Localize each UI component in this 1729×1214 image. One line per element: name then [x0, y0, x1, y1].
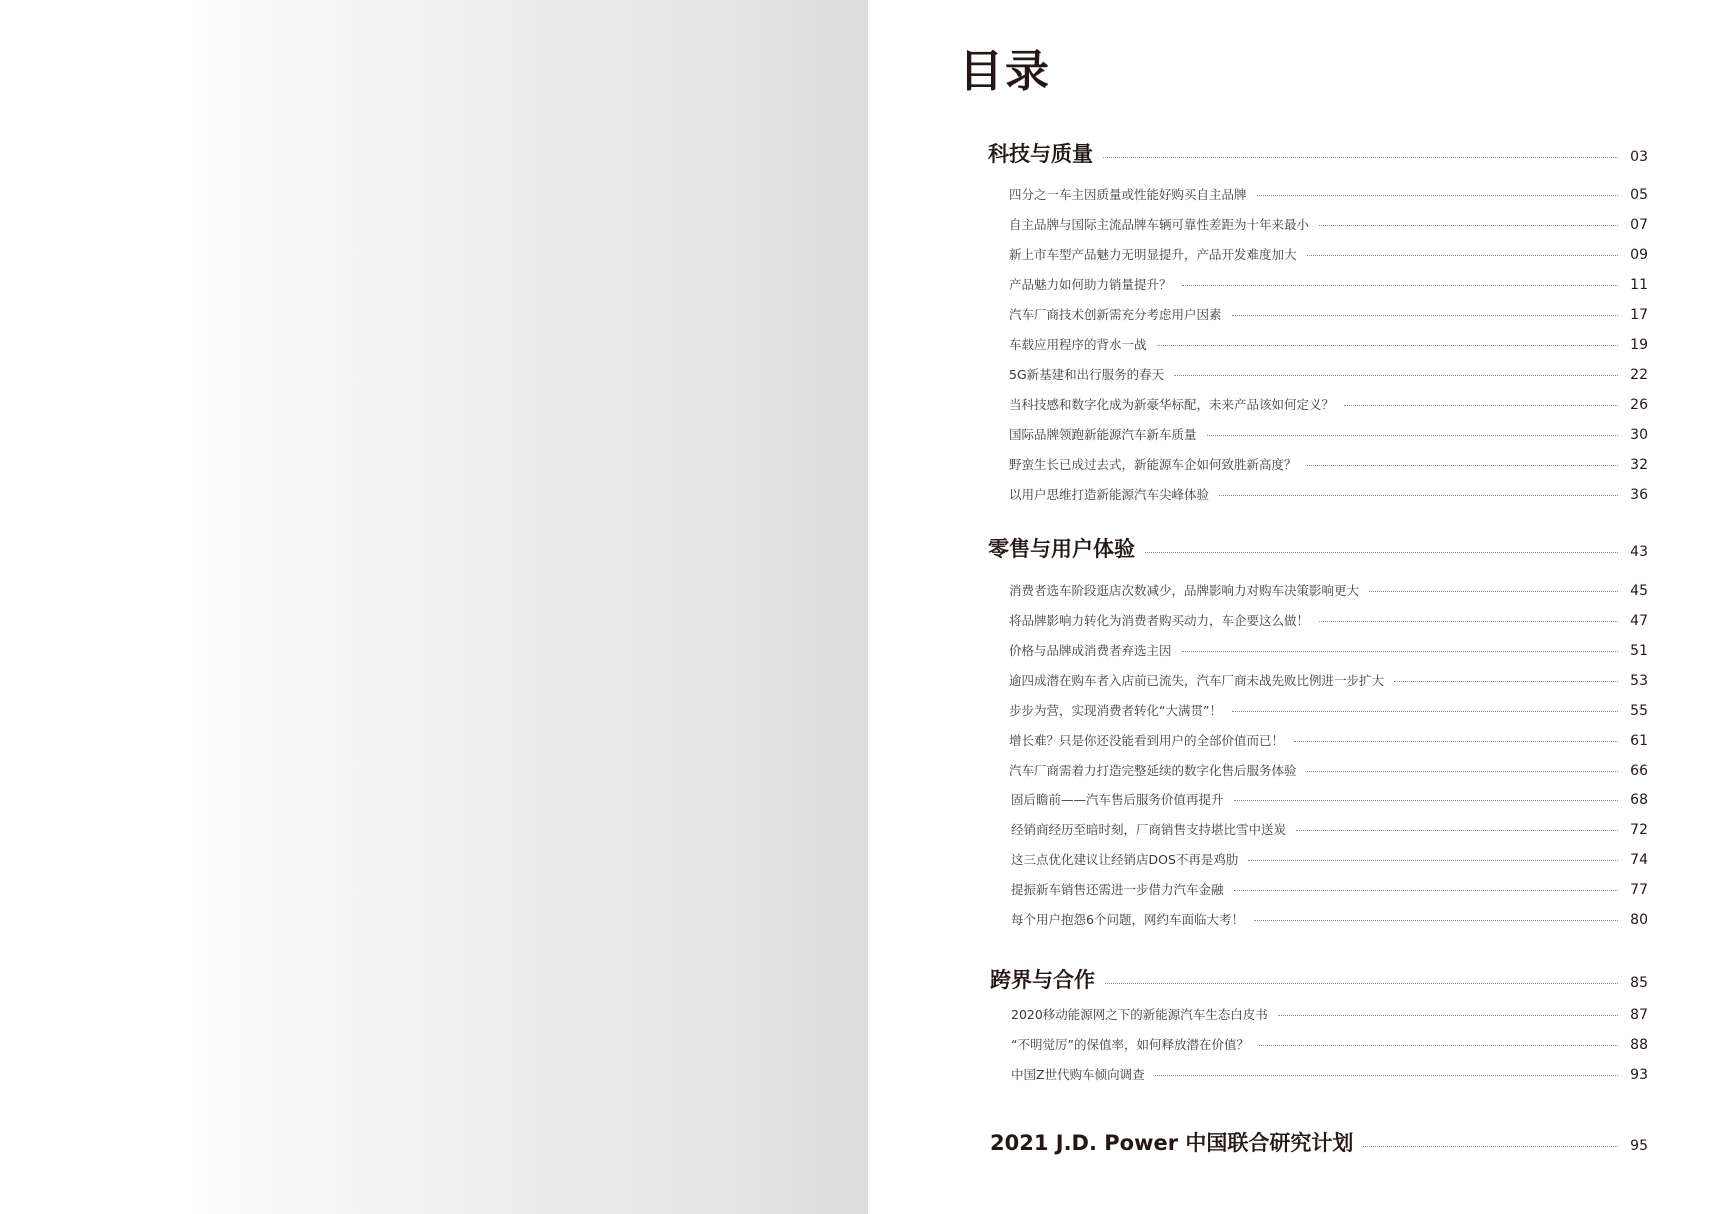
toc-item-title: 消费者选车阶段逛店次数减少，品牌影响力对购车决策影响更大 [1009, 583, 1360, 598]
toc-leader-dots [1254, 920, 1618, 921]
toc-item-title: 四分之一车主因质量或性能好购买自主品牌 [1009, 187, 1247, 202]
toc-item[interactable] [1009, 275, 1648, 293]
toc-page-number: 22 [1630, 367, 1648, 383]
toc-section-retail-experience[interactable] [988, 533, 1648, 563]
toc-item-title: 当科技感和数字化成为新豪华标配，未来产品该如何定义？ [1009, 397, 1335, 412]
toc-section-jd-power-research[interactable] [990, 1127, 1648, 1157]
toc-page-number: 19 [1630, 337, 1648, 353]
toc-page-number: 53 [1630, 673, 1648, 689]
toc-page-number: 61 [1630, 733, 1648, 749]
toc-leader-dots [1182, 651, 1618, 652]
toc-leader-dots [1278, 1015, 1618, 1016]
toc-section-crossover-cooperation[interactable] [990, 964, 1648, 994]
toc-leader-dots [1234, 890, 1618, 891]
toc-item-title: 将品牌影响力转化为消费者购买动力，车企要这么做！ [1009, 613, 1310, 628]
toc-item[interactable] [1011, 1065, 1648, 1083]
toc-page-number: 51 [1630, 643, 1648, 659]
toc-leader-dots [1319, 225, 1618, 226]
toc-item-title: 新上市车型产品魅力无明显提升，产品开发难度加大 [1009, 247, 1297, 262]
toc-item-title: 以用户思维打造新能源汽车尖峰体验 [1009, 487, 1210, 502]
toc-section-title: 科技与质量 [988, 142, 1093, 166]
toc-item-title: 中国Z世代购车倾向调查 [1011, 1067, 1145, 1082]
toc-item[interactable] [1011, 1005, 1648, 1023]
toc-item[interactable] [1009, 215, 1648, 233]
toc-leader-dots [1232, 315, 1618, 316]
toc-item-title: 自主品牌与国际主流品牌车辆可靠性差距为十年来最小 [1009, 217, 1310, 232]
toc-leader-dots [1369, 591, 1618, 592]
toc-leader-dots [1174, 375, 1618, 376]
toc-item-title: 这三点优化建议让经销店DOS不再是鸡肋 [1011, 852, 1239, 867]
toc-page-number: 17 [1630, 307, 1648, 323]
toc-page-number: 11 [1630, 277, 1648, 293]
toc-item[interactable] [1009, 335, 1648, 353]
toc-item-title: 5G新基建和出行服务的春天 [1009, 367, 1165, 382]
toc-section-title: 零售与用户体验 [988, 537, 1135, 561]
toc-leader-dots [1296, 830, 1618, 831]
toc-item[interactable] [1009, 185, 1648, 203]
toc-leader-dots [1145, 552, 1618, 553]
toc-item-title: 2020移动能源网之下的新能源汽车生态白皮书 [1011, 1007, 1268, 1022]
toc-item[interactable] [1009, 761, 1648, 779]
toc-item[interactable] [1009, 581, 1648, 599]
toc-leader-dots [1294, 741, 1618, 742]
toc-page-number: 47 [1630, 613, 1648, 629]
toc-page-number: 03 [1630, 149, 1648, 165]
toc-leader-dots [1232, 711, 1618, 712]
toc-page-number: 72 [1630, 822, 1648, 838]
toc-item-title: 野蛮生长已成过去式，新能源车企如何致胜新高度？ [1009, 457, 1297, 472]
toc-page-number: 26 [1630, 397, 1648, 413]
toc-item[interactable] [1009, 455, 1648, 473]
toc-leader-dots [1105, 983, 1618, 984]
toc-page-number: 77 [1630, 882, 1648, 898]
toc-leader-dots [1155, 1075, 1618, 1076]
toc-page-number: 36 [1630, 487, 1648, 503]
toc-leader-dots [1307, 465, 1618, 466]
toc-page-number: 05 [1630, 187, 1648, 203]
toc-page-number: 07 [1630, 217, 1648, 233]
toc-item-title: 步步为营，实现消费者转化“大满贯”！ [1009, 703, 1222, 718]
right-page [868, 0, 1729, 1214]
toc-item[interactable] [1009, 245, 1648, 263]
toc-page-number: 09 [1630, 247, 1648, 263]
toc-item[interactable] [1009, 425, 1648, 443]
toc-page-number: 55 [1630, 703, 1648, 719]
toc-item[interactable] [1009, 305, 1648, 323]
toc-item[interactable] [1009, 611, 1648, 629]
toc-leader-dots [1219, 495, 1618, 496]
toc-page-number: 80 [1630, 912, 1648, 928]
page-title: 目录 [959, 46, 1051, 97]
toc-page-number: 87 [1630, 1007, 1648, 1023]
toc-item-title: 固后瞻前——汽车售后服务价值再提升 [1011, 792, 1224, 807]
toc-leader-dots [1363, 1146, 1618, 1147]
toc-page-number: 43 [1630, 544, 1648, 560]
toc-item[interactable] [1009, 395, 1648, 413]
toc-leader-dots [1103, 157, 1618, 158]
toc-page-number: 74 [1630, 852, 1648, 868]
toc-item-title: 车载应用程序的背水一战 [1009, 337, 1147, 352]
toc-page-number: 32 [1630, 457, 1648, 473]
toc-leader-dots [1257, 195, 1618, 196]
toc-item[interactable] [1011, 850, 1648, 868]
toc-leader-dots [1207, 435, 1618, 436]
toc-leader-dots [1248, 860, 1618, 861]
toc-page-number: 66 [1630, 763, 1648, 779]
toc-page-number: 30 [1630, 427, 1648, 443]
toc-item-title: 增长难？只是你还没能看到用户的全部价值而已！ [1009, 733, 1285, 748]
toc-item[interactable] [1011, 790, 1648, 808]
toc-item-title: 产品魅力如何助力销量提升？ [1009, 277, 1172, 292]
toc-leader-dots [1259, 1045, 1618, 1046]
toc-section-tech-quality[interactable] [988, 138, 1648, 168]
toc-item[interactable] [1011, 820, 1648, 838]
toc-page-number: 93 [1630, 1067, 1648, 1083]
toc-item[interactable] [1009, 731, 1648, 749]
toc-item-title: 国际品牌领跑新能源汽车新车质量 [1009, 427, 1197, 442]
toc-leader-dots [1182, 285, 1618, 286]
toc-item-title: 每个用户抱怨6个问题，网约车面临大考！ [1011, 912, 1244, 927]
toc-item[interactable] [1009, 641, 1648, 659]
toc-section-title: 跨界与合作 [990, 968, 1095, 992]
toc-page-number: 85 [1630, 975, 1648, 991]
toc-page-number: 88 [1630, 1037, 1648, 1053]
toc-item[interactable] [1009, 701, 1648, 719]
toc-item-title: 汽车厂商需着力打造完整延续的数字化售后服务体验 [1009, 763, 1297, 778]
toc-leader-dots [1319, 621, 1618, 622]
toc-leader-dots [1344, 405, 1618, 406]
toc-leader-dots [1394, 681, 1618, 682]
toc-leader-dots [1157, 345, 1618, 346]
toc-item[interactable] [1009, 485, 1648, 503]
toc-item[interactable] [1011, 1035, 1648, 1053]
toc-item-title: 价格与品牌成消费者弃选主因 [1009, 643, 1172, 658]
toc-leader-dots [1307, 771, 1618, 772]
toc-item-title: 汽车厂商技术创新需充分考虑用户因素 [1009, 307, 1222, 322]
toc-item[interactable] [1011, 910, 1648, 928]
toc-page-number: 45 [1630, 583, 1648, 599]
toc-page-number: 95 [1630, 1138, 1648, 1154]
toc-item[interactable] [1009, 671, 1648, 689]
toc-item-title: “不明觉厉”的保值率，如何释放潜在价值？ [1011, 1037, 1249, 1052]
toc-item-title: 经销商经历至暗时刻，厂商销售支持堪比雪中送炭 [1011, 822, 1287, 837]
toc-item[interactable] [1011, 880, 1648, 898]
toc-page-number: 68 [1630, 792, 1648, 808]
toc-section-title: 2021 J.D. Power 中国联合研究计划 [990, 1131, 1354, 1155]
toc-leader-dots [1234, 800, 1618, 801]
toc-item[interactable] [1009, 365, 1648, 383]
toc-leader-dots [1307, 255, 1618, 256]
toc-item-title: 提振新车销售还需进一步借力汽车金融 [1011, 882, 1224, 897]
toc-item-title: 逾四成潜在购车者入店前已流失，汽车厂商未战先败比例进一步扩大 [1009, 673, 1385, 688]
